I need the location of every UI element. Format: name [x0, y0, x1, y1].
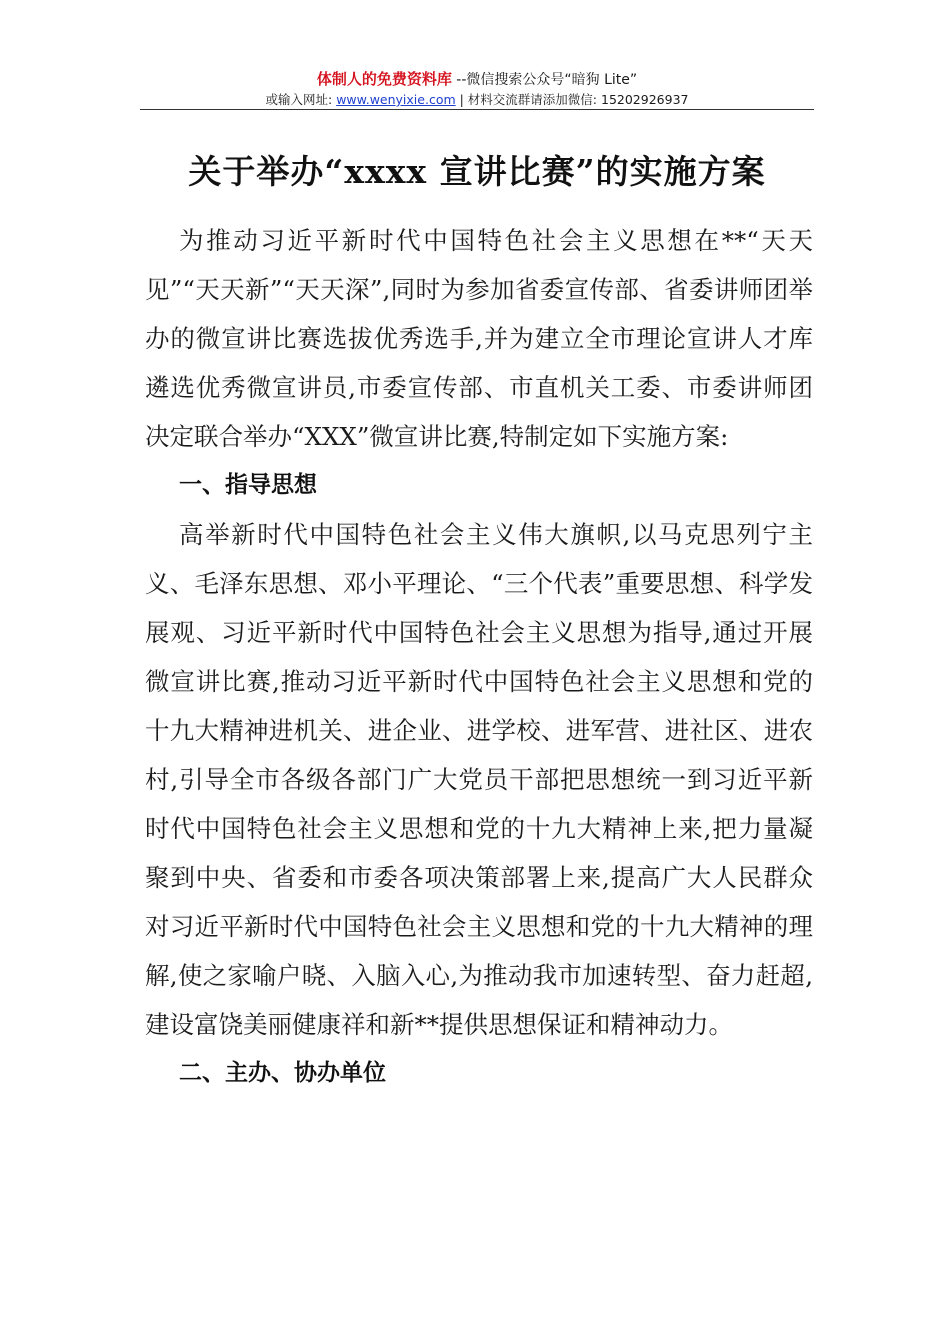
- header-contact: | 材料交流群请添加微信: 15202926937: [459, 92, 689, 107]
- header-line-2: [140, 91, 814, 109]
- document-title: 关于举办“xxxx 宣讲比赛”的实施方案: [188, 152, 766, 192]
- header-line-1: [140, 68, 814, 91]
- section-heading-guiding-ideology: 一、指导思想: [179, 472, 317, 498]
- intro-paragraph: 为推动习近平新时代中国特色社会主义思想在**“天天见”“天天新”“天天深”,同时为参加省委宣传部、省委讲师团举办的微宣讲比赛选拔优秀选手,并为建立全市理论宣讲人才库遴选优秀微宣讲员,市委宣传部、市直机关工委、市委讲师团决定联合举办“XXX”微宣讲比赛,特制定如下实施方案:: [145, 226, 813, 451]
- header-url-link[interactable]: www.wenyixie.com: [336, 92, 456, 107]
- header-url-prefix: 或输入网址:: [265, 92, 333, 107]
- document-body: [145, 216, 813, 1098]
- section-paragraph-guiding-ideology: 高举新时代中国特色社会主义伟大旗帜,以马克思列宁主义、毛泽东思想、邓小平理论、“三个代表”重要思想、科学发展观、习近平新时代中国特色社会主义思想为指导,通过开展微宣讲比赛,推动习近平新时代中国特色社会主义思想和党的十九大精神进机关、进企业、进学校、进军营、进社区、进农村,引导全市各级各部门广大党员干部把思想统一到习近平新时代中国特色社会主义思想和党的十九大精神上来,把力量凝聚到中央、省委和市委各项决策部署上来,提高广大人民群众对习近平新时代中国特色社会主义思想和党的十九大精神的理解,使之家喻户晓、入脑入心,为推动我市加速转型、奋力赶超,建设富饶美丽健康祥和新**提供思想保证和精神动力。: [145, 520, 813, 1039]
- header-brand: 体制人的免费资料库: [316, 70, 452, 88]
- section-heading-organizers: 二、主办、协办单位: [179, 1060, 386, 1086]
- header-divider: [140, 109, 814, 110]
- page-header: [140, 68, 814, 109]
- header-wechat-hint: --微信搜索公众号“暗狗 Lite”: [456, 72, 638, 88]
